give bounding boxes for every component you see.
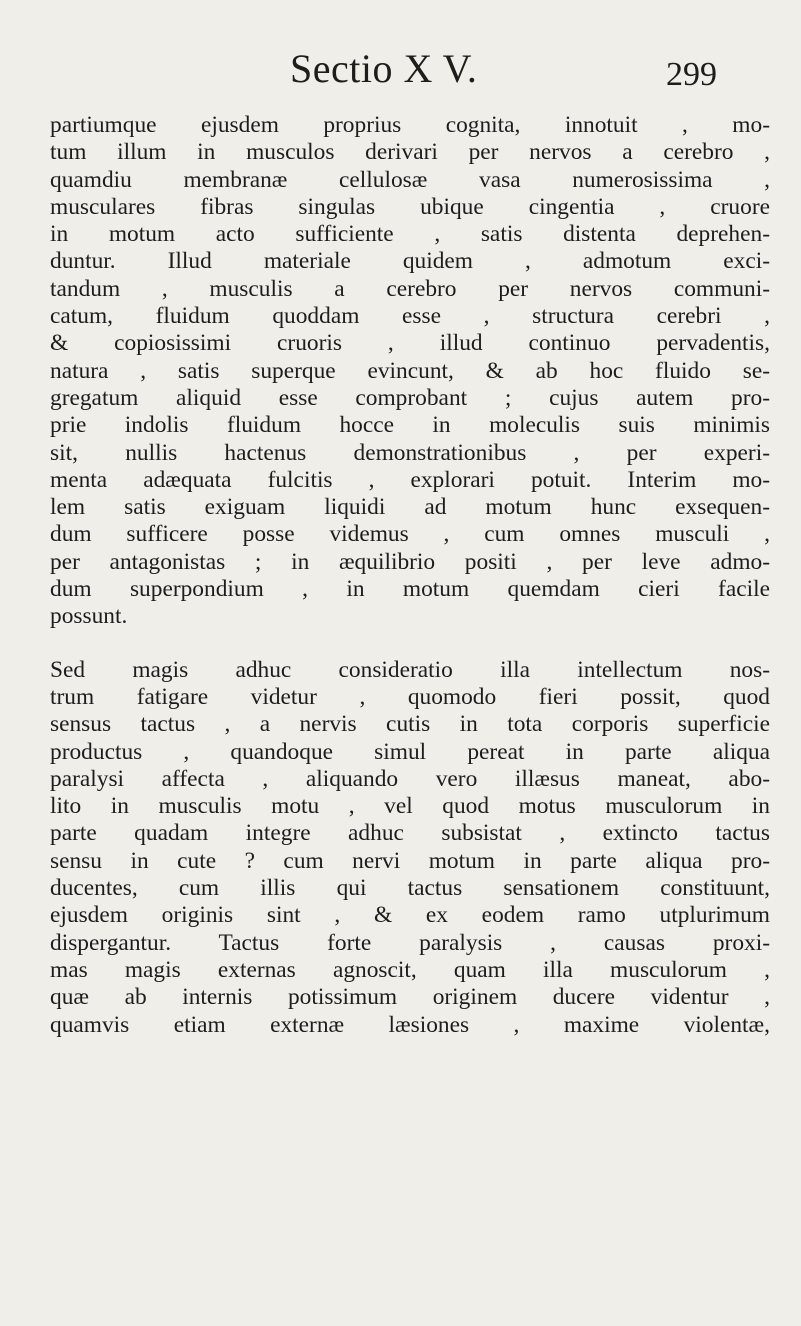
text-line: ejusdem originis sint , & ex eodem ramo utplurimum bbox=[50, 902, 770, 929]
text-line: dum superpondium , in motum quemdam cieri facile bbox=[50, 576, 770, 603]
text-line: quamdiu membranæ cellulosæ vasa numerosissima , bbox=[50, 166, 770, 193]
text-line: paralysi affecta , aliquando vero illæsus maneat, abo- bbox=[50, 765, 770, 792]
text-line: per antagonistas ; in æquilibrio positi , per leve admo- bbox=[50, 548, 770, 575]
text-line: partiumque ejusdem proprius cognita, innotuit , mo- bbox=[50, 112, 770, 138]
body-text bbox=[50, 112, 770, 1039]
text-line: sensus tactus , a nervis cutis in tota corporis superficie bbox=[50, 711, 770, 738]
text-line: gregatum aliquid esse comprobant ; cujus autem pro- bbox=[50, 384, 770, 411]
text-line: tandum , musculis a cerebro per nervos communi- bbox=[50, 275, 770, 302]
text-line: & copiosissimi cruoris , illud continuo pervadentis, bbox=[50, 330, 770, 357]
text-line: duntur. Illud materiale quidem , admotum exci- bbox=[50, 248, 770, 275]
text-line: quæ ab internis potissimum originem ducere videntur , bbox=[50, 984, 770, 1011]
text-line: natura , satis superque evincunt, & ab hoc fluido se- bbox=[50, 357, 770, 384]
text-line: sit, nullis hactenus demonstrationibus , per experi- bbox=[50, 439, 770, 466]
text-line: menta adæquata fulcitis , explorari potuit. Interim mo- bbox=[50, 466, 770, 493]
paragraph-2 bbox=[50, 657, 770, 1039]
text-line: dum sufficere posse videmus , cum omnes musculi , bbox=[50, 521, 770, 548]
text-line: lem satis exiguam liquidi ad motum hunc exsequen- bbox=[50, 494, 770, 521]
text-line: possunt. bbox=[50, 603, 128, 630]
text-line: ducentes, cum illis qui tactus sensationem constituunt, bbox=[50, 875, 770, 902]
running-header bbox=[0, 44, 801, 94]
text-line: prie indolis fluidum hocce in moleculis suis minimis bbox=[50, 412, 770, 439]
text-line: trum fatigare videtur , quomodo fieri possit, quod bbox=[50, 683, 770, 710]
text-line: dispergantur. Tactus forte paralysis , causas proxi- bbox=[50, 929, 770, 956]
text-line: mas magis externas agnoscit, quam illa musculorum , bbox=[50, 956, 770, 983]
text-line: tum illum in musculos derivari per nervos a cerebro , bbox=[50, 139, 770, 166]
text-line: quamvis etiam externæ læsiones , maxime violentæ, bbox=[50, 1011, 770, 1038]
text-line: Sed magis adhuc consideratio illa intellectum nos- bbox=[50, 656, 770, 683]
text-line: parte quadam integre adhuc subsistat , extincto tactus bbox=[50, 820, 770, 847]
text-line: productus , quandoque simul pereat in parte aliqua bbox=[50, 738, 770, 765]
text-line: sensu in cute ? cum nervi motum in parte aliqua pro- bbox=[50, 847, 770, 874]
text-line: lito in musculis motu , vel quod motus musculorum in bbox=[50, 793, 770, 820]
text-line: musculares fibras singulas ubique cingentia , cruore bbox=[50, 193, 770, 220]
page-number: 299 bbox=[666, 56, 717, 93]
text-line: in motum acto sufficiente , satis distenta deprehen- bbox=[50, 221, 770, 248]
text-line: catum, fluidum quoddam esse , structura cerebri , bbox=[50, 303, 770, 330]
paragraph-1 bbox=[50, 112, 770, 631]
section-title: Sectio X V. bbox=[290, 46, 478, 91]
